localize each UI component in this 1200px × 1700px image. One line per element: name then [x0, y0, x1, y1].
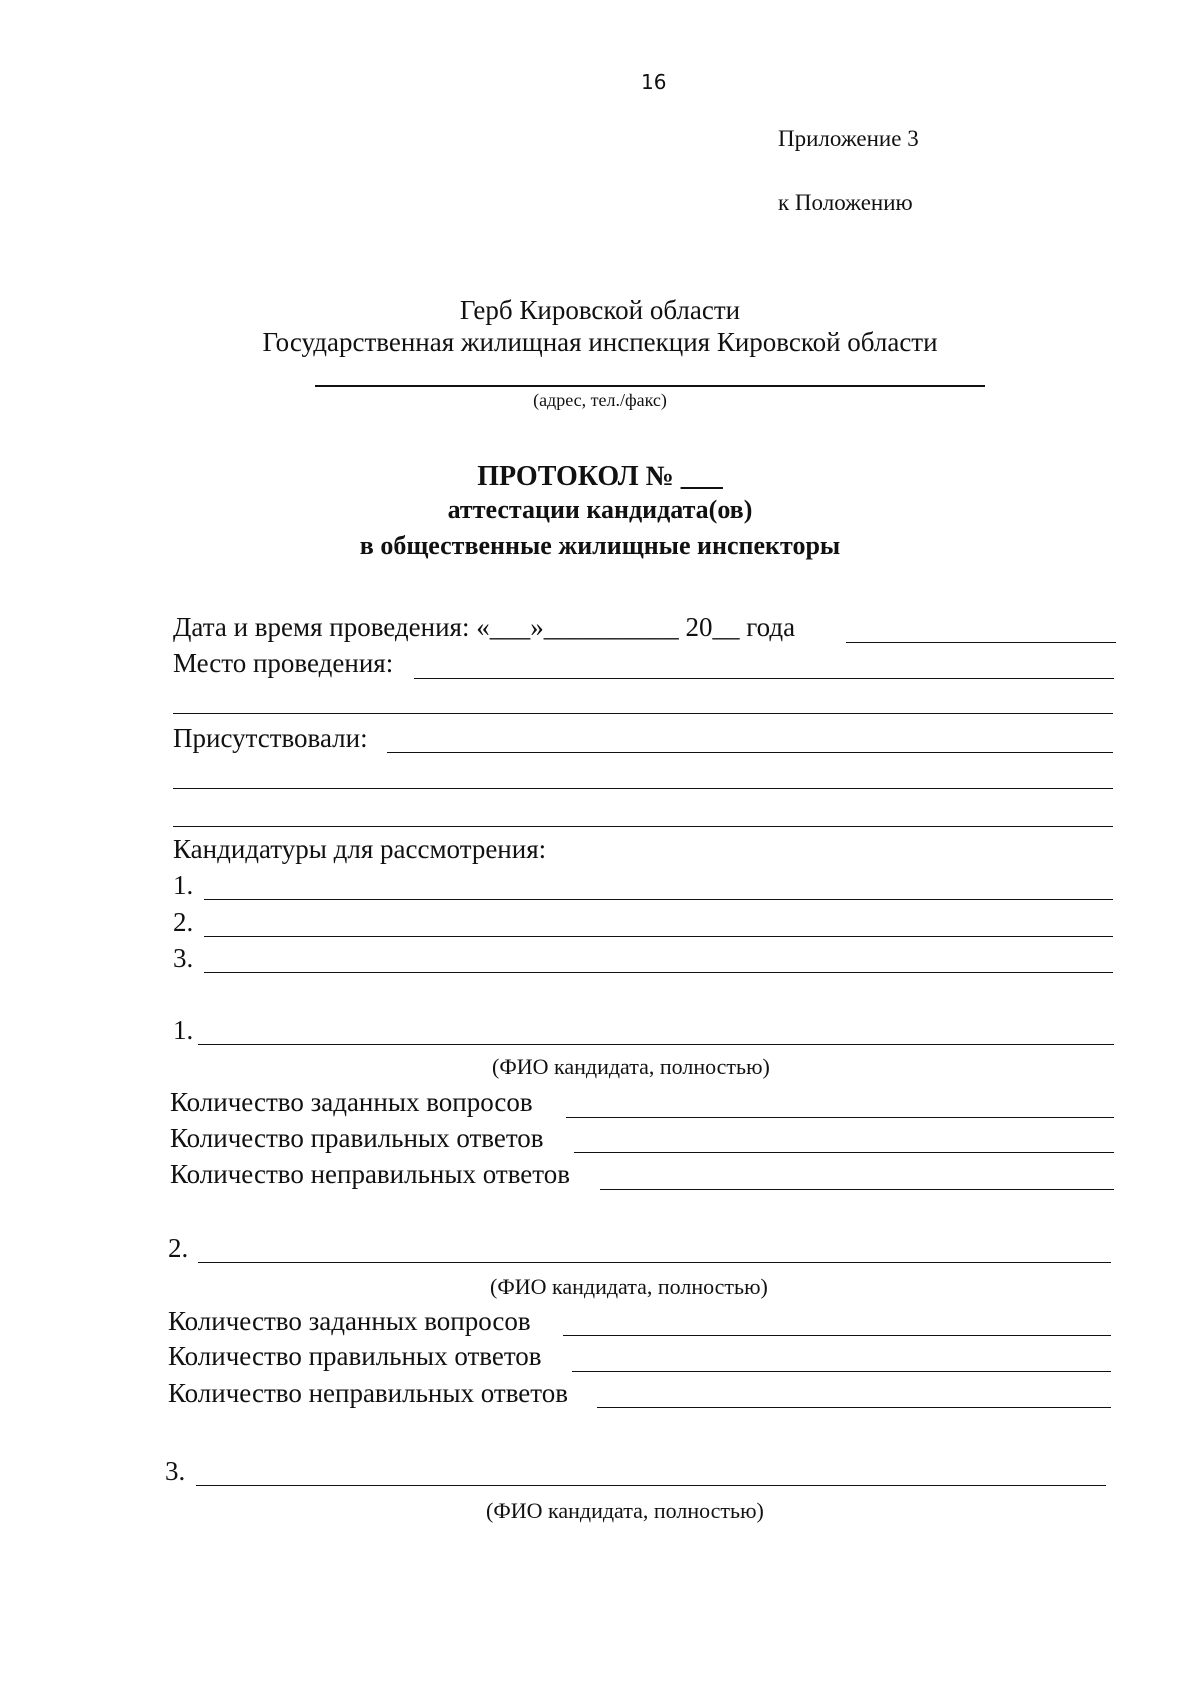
present-blank-line [387, 752, 1113, 753]
page-number: 16 [641, 70, 667, 94]
organization-name: Государственная жилищная инспекция Кировской области [262, 327, 938, 357]
candidate-1-questions-line [566, 1117, 1114, 1118]
candidate-2-correct-line [572, 1371, 1111, 1372]
protocol-subtitle-line2: в общественные жилищные инспекторы [359, 531, 841, 560]
candidate-3-number: 3. [165, 1456, 186, 1486]
candidate-2-questions-label: Количество заданных вопросов [168, 1306, 531, 1336]
candidate-2-fio-line [198, 1262, 1111, 1263]
candidate-2-number: 2. [168, 1233, 189, 1263]
address-caption: (адрес, тел./факс) [533, 390, 667, 410]
appendix-label: Приложение 3 [778, 126, 919, 151]
candidate-1-questions-label: Количество заданных вопросов [170, 1087, 533, 1117]
candidate-list-item-number: 1. [173, 870, 194, 900]
candidate-1-fio-caption: (ФИО кандидата, полностью) [492, 1054, 770, 1079]
present-blank-line-2 [173, 788, 1113, 789]
place-blank-line-2 [173, 713, 1113, 714]
candidate-2-questions-line [563, 1335, 1111, 1336]
candidate-2-incorrect-line [597, 1407, 1111, 1408]
candidate-1-number: 1. [173, 1015, 194, 1045]
coat-of-arms-placeholder: Герб Кировской области [459, 295, 741, 325]
present-label: Присутствовали: [173, 723, 368, 753]
candidate-2-correct-label: Количество правильных ответов [168, 1341, 542, 1371]
candidate-3-fio-line [196, 1485, 1106, 1486]
place-blank-line [414, 678, 1114, 679]
candidate-1-incorrect-line [600, 1189, 1114, 1190]
present-blank-line-3 [173, 826, 1113, 827]
candidate-2-fio-caption: (ФИО кандидата, полностью) [490, 1274, 768, 1299]
address-line [315, 385, 985, 387]
candidate-1-fio-line [198, 1044, 1114, 1045]
protocol-subtitle-line1: аттестации кандидата(ов) [447, 495, 753, 524]
candidate-list-line [204, 936, 1113, 937]
candidate-list-line [204, 972, 1113, 973]
protocol-title: ПРОТОКОЛ № ___ [477, 461, 723, 492]
candidate-2-incorrect-label: Количество неправильных ответов [168, 1378, 568, 1408]
candidate-1-incorrect-label: Количество неправильных ответов [170, 1159, 570, 1189]
candidate-1-correct-label: Количество правильных ответов [170, 1123, 544, 1153]
date-time-blank-line [846, 642, 1116, 643]
place-label: Место проведения: [173, 648, 394, 678]
candidate-3-fio-caption: (ФИО кандидата, полностью) [486, 1498, 764, 1523]
candidate-list-line [204, 899, 1113, 900]
regulation-reference: к Положению [778, 190, 913, 215]
date-time-label: Дата и время проведения: «___»__________ 20__ года [173, 612, 796, 642]
candidate-list-item-number: 2. [173, 907, 194, 937]
candidate-1-correct-line [574, 1152, 1114, 1153]
candidates-label: Кандидатуры для рассмотрения: [173, 834, 547, 864]
candidate-list-item-number: 3. [173, 943, 194, 973]
